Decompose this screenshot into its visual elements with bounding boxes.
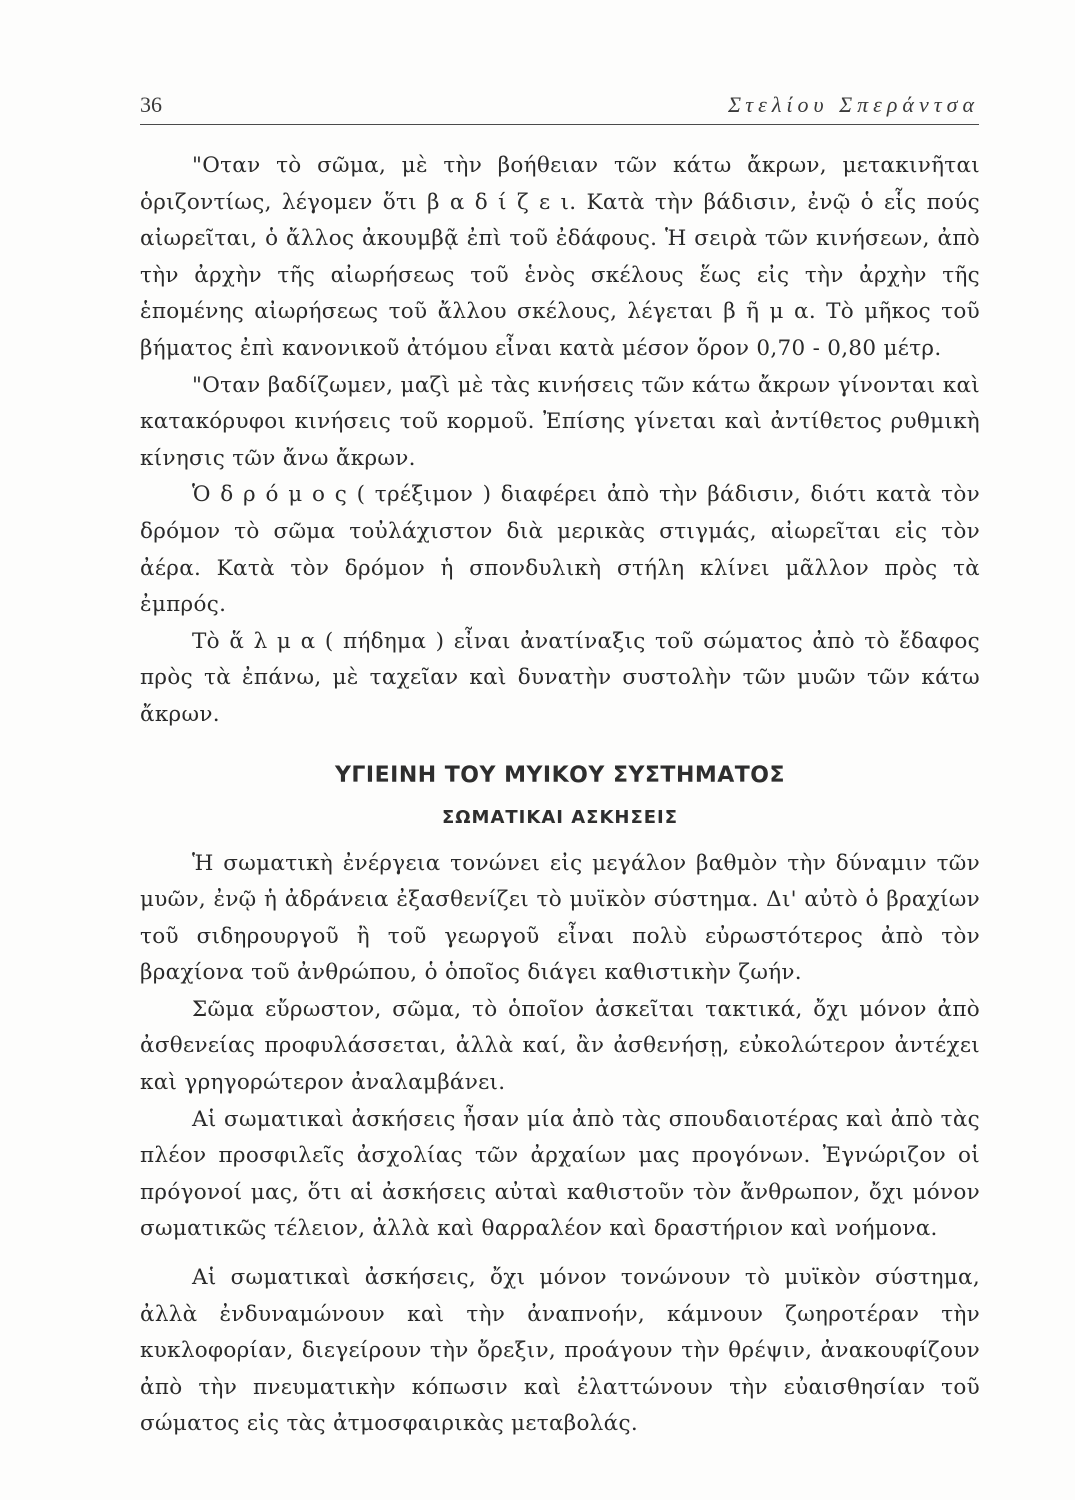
paragraph-benefits: Αἱ σωματικαὶ ἀσκήσεις, ὄχι μόνον τονώνουν τὸ μυϊκὸν σύστημα, ἀλλὰ ἐνδυναμώνουν καὶ τὴν ἀναπνοήν, κάμνουν ζωηροτέραν τὴν κυκλοφορίαν, διεγείρουν τὴν ὄρεξιν, προάγουν τὴν θρέψιν, ἀνακουφίζουν ἀπὸ τὴν πνευματικὴν κόπωσιν καὶ ἐλαττώνουν τὴν εὐαισθησίαν τοῦ σώματος εἰς τὰς ἀτμοσφαιρικὰς μεταβολάς. (140, 1265, 980, 1437)
paragraph-walking: "Οταν τὸ σῶμα, μὲ τὴν βοήθειαν τῶν κάτω ἄκρων, μετακινῆται ὁριζοντίως, λέγομεν ὅτι β α δ ί ζ ε ι. Κατὰ τὴν βάδισιν, ἐνῷ ὁ εἷς πούς αἰωρεῖται, ὁ ἄλλος ἀκουμβᾷ ἐπὶ τοῦ ἐδάφους. Ἡ σειρὰ τῶν κινήσεων, ἀπὸ τὴν ἀρχὴν τῆς αἰωρήσεως τοῦ ἑνὸς σκέλους ἕως εἰς τὴν ἀρχὴν τῆς ἑπομένης αἰωρήσεως τοῦ ἄλλου σκέλους, λέγεται β ῆ μ α. Τὸ μῆκος τοῦ βήματος ἐπὶ κανονικοῦ ἀτόμου εἶναι κατὰ μέσον ὅρον 0,70 - 0,80 μέτρ. (140, 153, 980, 361)
page-number: 36 (140, 92, 162, 117)
section-subheading: ΣΩΜΑΤΙΚΑΙ ΑΣΚΗΣΕΙΣ (441, 806, 679, 828)
paragraph-ancestors: Αἱ σωματικαὶ ἀσκήσεις ἦσαν μία ἀπὸ τὰς σπουδαιοτέρας καὶ ἀπὸ τὰς πλέον προσφιλεῖς ἀσχολίας τῶν ἀρχαίων μας προγόνων. Ἐγνώριζον οἱ πρόγονοί μας, ὅτι αἱ ἀσκήσεις αὐταὶ καθιστοῦν τὸν ἄνθρωπον, ὄχι μόνον σωματικῶς τέλειον, ἀλλὰ καὶ θαρραλέον καὶ δραστήριον καὶ νοήμονα. (140, 1106, 980, 1242)
running-title: Στελίου Σπεράντσα (727, 92, 979, 117)
header-rule (140, 124, 979, 125)
paragraph-walking-movements: "Οταν βαδίζωμεν, μαζὶ μὲ τὰς κινήσεις τῶν κάτω ἄκρων γίνονται καὶ κατακόρυφοι κινήσεις τοῦ κορμοῦ. Ἐπίσης γίνεται καὶ ἀντίθετος ρυθμικὴ κίνησις τῶν ἄνω ἄκρων. (140, 372, 980, 471)
paragraph-gap (140, 1248, 980, 1260)
paragraph-physical-energy: Ἡ σωματικὴ ἐνέργεια τονώνει εἰς μεγάλον βαθμὸν τὴν δύναμιν τῶν μυῶν, ἐνῷ ἡ ἀδράνεια ἐξασθενίζει τὸ μυϊκὸν σύστημα. Δι' αὐτὸ ὁ βραχίων τοῦ σιδηρουργοῦ ἢ τοῦ γεωργοῦ εἶναι πολὺ εὐρωστότερος ἀπὸ τὸν βραχίονα τοῦ ἀνθρώπου, ὁ ὁποῖος διάγει καθιστικὴν ζωήν. (140, 850, 980, 986)
paragraph-running: Ὁ δ ρ ό μ ο ς ( τρέξιμον ) διαφέρει ἀπὸ τὴν βάδισιν, διότι κατὰ τὸν δρόμον τὸ σῶμα τοὐλάχιστον διὰ μερικὰς στιγμάς, αἰωρεῖται εἰς τὸν ἀέρα. Κατὰ τὸν δρόμον ἡ σπονδυλικὴ στήλη κλίνει μᾶλλον πρὸς τὰ ἐμπρός. (140, 482, 980, 618)
running-head (140, 92, 979, 120)
paragraph-jumping: Τὸ ἅ λ μ α ( πήδημα ) εἶναι ἀνατίναξις τοῦ σώματος ἀπὸ τὸ ἔδαφος πρὸς τὰ ἐπάνω, μὲ ταχεῖαν καὶ δυνατὴν συστολὴν τῶν μυῶν τῶν κάτω ἄκρων. (140, 628, 980, 727)
paragraph-robust-body: Σῶμα εὔρωστον, σῶμα, τὸ ὁποῖον ἀσκεῖται τακτικά, ὄχι μόνον ἀπὸ ἀσθενείας προφυλάσσεται, ἀλλὰ καί, ἂν ἀσθενήσῃ, εὐκολώτερον ἀντέχει καὶ γρηγορώτερον ἀναλαμβάνει. (140, 996, 980, 1096)
section-heading: ΥΓΙΕΙΝΗ ΤΟΥ ΜΥΙΚΟΥ ΣΥΣΤΗΜΑΤΟΣ (334, 762, 786, 788)
page-body (140, 148, 980, 1443)
